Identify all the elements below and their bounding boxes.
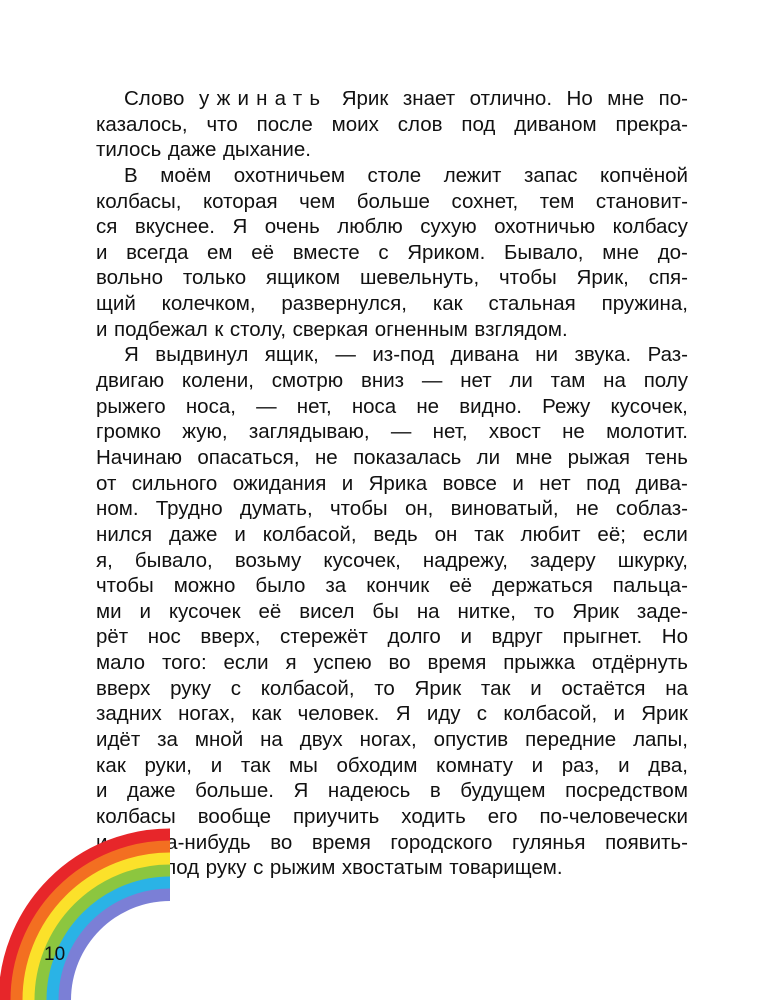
text-line <box>96 650 688 676</box>
word: на <box>603 369 626 393</box>
word: Слово <box>124 87 185 110</box>
word: Ярик <box>414 676 462 700</box>
word: становит- <box>595 189 688 213</box>
word: что <box>206 112 238 136</box>
word: тень <box>645 445 688 469</box>
word: мной <box>194 728 244 752</box>
word: больше <box>356 189 430 213</box>
text-line <box>96 137 688 163</box>
text-line <box>96 342 688 368</box>
word: звука. <box>574 343 632 367</box>
word: на <box>416 599 440 623</box>
word: отлично. <box>469 87 553 110</box>
word: колбасы, <box>96 189 182 213</box>
word: и <box>96 240 108 264</box>
word: щий <box>96 292 136 316</box>
text-line <box>96 86 688 112</box>
word: висел <box>299 599 355 623</box>
text-line <box>96 778 688 804</box>
word: рёт <box>96 625 129 649</box>
text-line <box>96 471 688 497</box>
word: и <box>512 471 524 495</box>
word: кусочек, <box>610 394 688 418</box>
word: лежит <box>443 163 502 187</box>
word: возьму <box>234 548 302 572</box>
word: носа, <box>185 394 236 418</box>
text-line <box>96 599 688 625</box>
word: так <box>240 753 271 777</box>
word: сверкая <box>292 317 369 341</box>
word: городского <box>390 830 493 854</box>
word: моём <box>160 163 212 187</box>
word: ужинать <box>198 87 328 110</box>
word: охотничью <box>494 215 596 239</box>
word: взглядом. <box>474 317 568 341</box>
word: если <box>223 651 269 675</box>
word: копчёной <box>600 163 688 187</box>
word: за <box>325 574 347 598</box>
text-line <box>96 291 688 317</box>
word: ногах, <box>359 728 417 752</box>
text-line <box>96 855 688 881</box>
word: ногах, <box>178 702 236 726</box>
word: его <box>487 804 518 828</box>
text-line <box>96 753 688 779</box>
word: полу <box>643 369 688 393</box>
word: не <box>575 497 599 521</box>
word: не <box>416 394 440 418</box>
page-number: 10 <box>44 944 66 965</box>
text-line <box>96 573 688 599</box>
word: не <box>314 445 338 469</box>
word: ми <box>96 599 122 623</box>
word: ходить <box>401 804 466 828</box>
word: Ярик <box>641 702 688 726</box>
word: из-под <box>372 343 435 367</box>
word: бы <box>372 599 399 623</box>
text-line <box>96 701 688 727</box>
word: два, <box>648 753 688 777</box>
word: Я <box>124 343 139 367</box>
word: рыжего <box>96 394 166 418</box>
word: вообще <box>197 804 271 828</box>
word: смотрю <box>271 369 344 393</box>
word: — <box>335 343 356 367</box>
word: опасаться, <box>197 445 300 469</box>
word: Я <box>395 702 411 726</box>
word: колечком, <box>161 292 256 316</box>
word: остаётся <box>561 676 646 700</box>
word: нос <box>147 625 181 649</box>
word: руку <box>205 856 247 880</box>
word: во <box>388 651 411 675</box>
word: огненным <box>374 317 468 341</box>
word: ящиком <box>266 266 341 290</box>
word: так <box>480 676 511 700</box>
word: пальца- <box>612 574 688 598</box>
word: чтобы <box>499 266 557 290</box>
word: иду <box>426 702 461 726</box>
word: в <box>429 779 441 803</box>
word: если <box>642 522 688 546</box>
word: любит <box>520 522 581 546</box>
word: выдвинул <box>155 343 249 367</box>
word: и <box>96 779 108 803</box>
word: было <box>255 574 306 598</box>
word: виноватый, <box>450 497 559 521</box>
word: даже <box>167 138 217 162</box>
word: можно <box>173 574 236 598</box>
word: — <box>256 394 277 418</box>
word: Режу <box>542 394 591 418</box>
text-line <box>96 830 688 856</box>
word: рыжая <box>567 445 630 469</box>
word: прыгнет. <box>562 625 643 649</box>
word: даже <box>168 522 218 546</box>
word: то <box>374 676 395 700</box>
word: хвостатым <box>341 856 443 880</box>
word: стережёт <box>280 625 368 649</box>
word: товарищем. <box>449 856 563 880</box>
word: он, <box>404 497 434 521</box>
word: вверх <box>96 676 151 700</box>
word: прекра- <box>615 112 688 136</box>
word: — <box>390 420 412 444</box>
word: Яриком. <box>407 240 486 264</box>
word: запас <box>523 163 578 187</box>
word: спя- <box>648 266 688 290</box>
text-line <box>96 804 688 830</box>
text-line <box>96 548 688 574</box>
word: её <box>251 240 275 264</box>
word: как <box>96 753 126 777</box>
word: сильного <box>131 471 218 495</box>
word: соблаз- <box>615 497 688 521</box>
word: передние <box>525 728 617 752</box>
word: прыжка <box>503 651 575 675</box>
text-line <box>96 189 688 215</box>
word: ся <box>96 215 118 239</box>
word: и <box>210 753 223 777</box>
word: колбасы <box>96 804 176 828</box>
word: раз, <box>561 753 600 777</box>
word: там <box>123 856 159 880</box>
word: посредством <box>565 779 688 803</box>
word: заде- <box>636 599 688 623</box>
text-line <box>96 214 688 240</box>
word: я <box>285 651 297 675</box>
word: под <box>586 471 621 495</box>
text-line <box>96 240 688 266</box>
word: — <box>421 369 443 393</box>
word: вверх, <box>200 625 261 649</box>
word: долго <box>387 625 441 649</box>
word: на <box>665 676 688 700</box>
word: Раз- <box>647 343 688 367</box>
word: казалось, <box>96 112 188 136</box>
text-line <box>96 727 688 753</box>
word: надрежу, <box>422 548 508 572</box>
word: задних <box>96 702 162 726</box>
word: ем <box>207 240 233 264</box>
word: с <box>230 676 241 700</box>
word: вовсе <box>442 471 497 495</box>
word: развернулся, <box>281 292 407 316</box>
word: вниз <box>361 369 405 393</box>
word: молотит. <box>606 420 688 444</box>
word: Бывало, <box>503 240 584 264</box>
word: лапы, <box>633 728 688 752</box>
word: носа <box>351 394 397 418</box>
word: громко <box>96 420 161 444</box>
word: руки, <box>144 753 193 777</box>
word: ожидания <box>232 471 327 495</box>
word: так <box>474 522 504 546</box>
word: время <box>427 651 487 675</box>
word: и <box>460 625 472 649</box>
word: слов <box>397 112 443 136</box>
word: бывало, <box>134 548 213 572</box>
word: ли <box>476 445 501 469</box>
word: ном. <box>96 497 139 521</box>
word: не <box>562 420 585 444</box>
word: ся <box>96 856 118 880</box>
word: руку <box>170 676 211 700</box>
word: вдруг <box>491 625 544 649</box>
word: мне <box>515 445 553 469</box>
text-line <box>96 419 688 445</box>
word: и <box>96 830 108 854</box>
word: больше. <box>195 779 274 803</box>
word: её <box>449 574 472 598</box>
word: тем <box>539 189 575 213</box>
word: Начинаю <box>96 445 182 469</box>
word: Трудно <box>155 497 223 521</box>
word: под <box>165 856 200 880</box>
word: приучить <box>292 804 380 828</box>
word: ящик, <box>264 343 319 367</box>
word: столу, <box>229 317 287 341</box>
word: нет, <box>296 394 332 418</box>
word: ли <box>509 369 533 393</box>
word: Я <box>232 215 248 239</box>
word: до- <box>657 240 688 264</box>
word: сухую <box>420 215 477 239</box>
text-line <box>96 317 688 343</box>
word: кусочек <box>168 599 241 623</box>
word: дивана <box>450 343 519 367</box>
word: Но <box>661 625 688 649</box>
text-line <box>96 676 688 702</box>
word: под <box>461 112 496 136</box>
word: всегда <box>126 240 189 264</box>
word: и <box>234 522 246 546</box>
word: думать, <box>239 497 313 521</box>
word: он <box>434 522 458 546</box>
word: В <box>124 163 138 187</box>
word: с <box>378 240 389 264</box>
word: и <box>618 753 630 777</box>
word: Ярик <box>572 599 619 623</box>
word: и <box>139 599 151 623</box>
word: будущем <box>460 779 546 803</box>
word: колбасой, <box>262 522 357 546</box>
text-line <box>96 112 688 138</box>
word: вкуснее. <box>134 215 216 239</box>
word: колбасой, <box>503 702 598 726</box>
word: по-человечески <box>539 804 688 828</box>
text-line <box>96 624 688 650</box>
word: за <box>157 728 178 752</box>
word: показалась <box>353 445 462 469</box>
word: стальная <box>488 292 576 316</box>
word: Но <box>566 87 593 110</box>
word: по- <box>658 87 688 110</box>
word: кончик <box>366 574 430 598</box>
word: надеюсь <box>327 779 411 803</box>
word: рыжим <box>269 856 336 880</box>
word: люблю <box>337 215 403 239</box>
word: пружина, <box>601 292 688 316</box>
word: Ярик, <box>576 266 629 290</box>
word: даже <box>127 779 176 803</box>
word: жую, <box>182 420 228 444</box>
word: сохнет, <box>451 189 519 213</box>
word: там <box>550 369 586 393</box>
word: когда-нибудь <box>127 830 251 854</box>
word: её; <box>597 522 626 546</box>
word: от <box>96 471 117 495</box>
word: вольно <box>96 266 163 290</box>
word: чтобы <box>96 574 154 598</box>
word: чтобы <box>329 497 388 521</box>
word: нет <box>539 471 571 495</box>
word: мало <box>96 651 146 675</box>
word: ни <box>535 343 559 367</box>
word: на <box>260 728 283 752</box>
word: шевельнуть, <box>359 266 480 290</box>
text-line <box>96 445 688 471</box>
word: столе <box>367 163 422 187</box>
word: диваном <box>514 112 597 136</box>
word: я, <box>96 548 113 572</box>
word: того: <box>161 651 207 675</box>
word: с <box>253 856 264 880</box>
rainbow-decoration <box>0 820 170 1000</box>
text-line <box>96 265 688 291</box>
word: гулянья <box>512 830 586 854</box>
word: кусочек, <box>323 548 401 572</box>
word: колбасой, <box>260 676 355 700</box>
word: то <box>533 599 555 623</box>
word: двух <box>299 728 343 752</box>
text-line <box>96 496 688 522</box>
word: мне <box>607 87 645 110</box>
word: обходим <box>336 753 418 777</box>
word: которая <box>202 189 278 213</box>
word: шкурку, <box>617 548 688 572</box>
word: моих <box>331 112 379 136</box>
word: задеру <box>530 548 596 572</box>
word: знает <box>402 87 456 110</box>
word: появить- <box>605 830 688 854</box>
word: нился <box>96 522 153 546</box>
word: с <box>476 702 488 726</box>
word: комнату <box>436 753 513 777</box>
word: и <box>613 702 625 726</box>
word: чем <box>299 189 336 213</box>
word: опустив <box>433 728 509 752</box>
word: как <box>251 702 282 726</box>
word: к <box>214 317 224 341</box>
word: только <box>182 266 247 290</box>
text-line <box>96 522 688 548</box>
word: охотничьем <box>233 163 345 187</box>
word: и <box>530 676 542 700</box>
word: время <box>311 830 371 854</box>
word: держаться <box>491 574 593 598</box>
word: идёт <box>96 728 141 752</box>
word: ведь <box>373 522 418 546</box>
word: нет, <box>432 420 468 444</box>
word: и <box>96 317 108 341</box>
word: подбежал <box>114 317 208 341</box>
word: колени, <box>181 369 254 393</box>
word: успею <box>313 651 372 675</box>
word: тилось <box>96 138 162 162</box>
word: мне <box>602 240 640 264</box>
text-line <box>96 163 688 189</box>
word: мы <box>289 753 318 777</box>
word: как <box>432 292 463 316</box>
word: дива- <box>635 471 688 495</box>
word: видно. <box>459 394 522 418</box>
word: очень <box>264 215 320 239</box>
word: и <box>341 471 354 495</box>
word: Я <box>293 779 309 803</box>
word: после <box>256 112 313 136</box>
word: заглядываю, <box>248 420 370 444</box>
word: и <box>531 753 544 777</box>
story-text <box>96 86 688 881</box>
word: во <box>270 830 293 854</box>
word: хвост <box>488 420 541 444</box>
word: двигаю <box>96 369 165 393</box>
word: человек. <box>297 702 380 726</box>
word: дыхание. <box>222 138 311 162</box>
word: Ярик <box>341 87 389 110</box>
word: нитке, <box>457 599 516 623</box>
word: Ярика <box>368 471 428 495</box>
word: её <box>258 599 282 623</box>
text-line <box>96 394 688 420</box>
word: вместе <box>292 240 360 264</box>
word: нет <box>460 369 492 393</box>
text-line <box>96 368 688 394</box>
word: отдёрнуть <box>591 651 688 675</box>
word: колбасу <box>612 215 688 239</box>
